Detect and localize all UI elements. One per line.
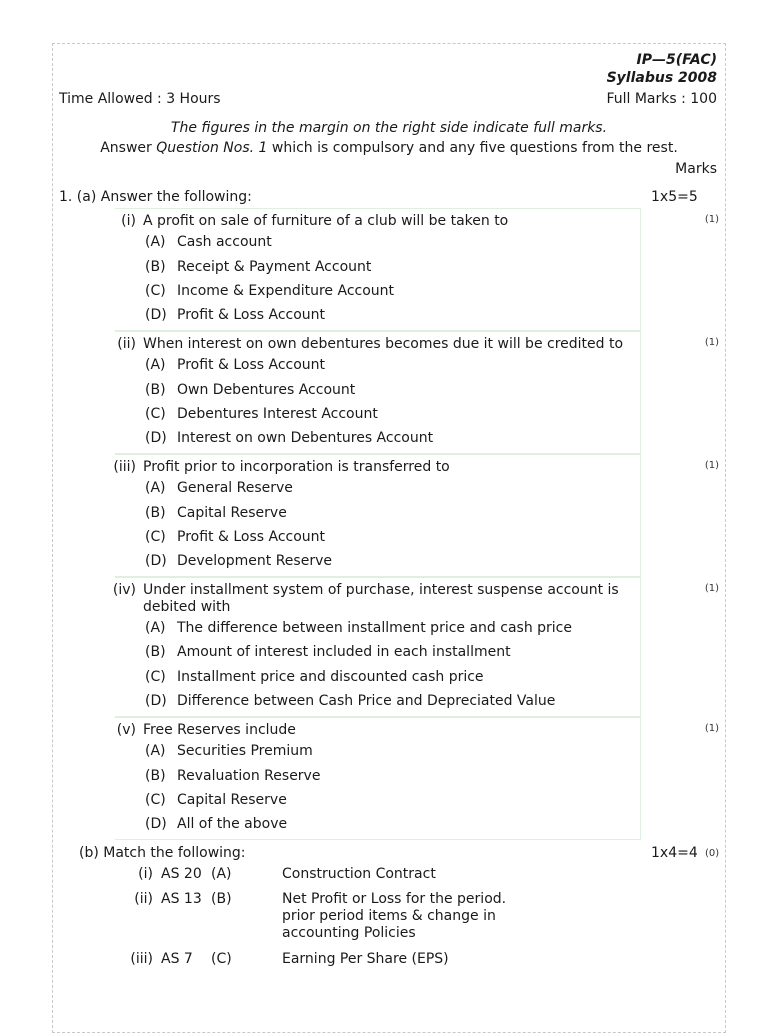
option-label: (B) — [145, 768, 166, 784]
option-text: Income & Expenditure Account — [177, 283, 395, 299]
question-1b-heading: (b) Match the following: — [79, 845, 246, 861]
option-text: General Reserve — [177, 480, 293, 496]
match-number: (ii) — [134, 891, 153, 907]
option — [145, 620, 572, 637]
option — [145, 529, 325, 546]
option-label: (B) — [145, 382, 166, 398]
match-letter: (B) — [211, 891, 232, 907]
option-label: (C) — [145, 283, 166, 299]
option — [145, 644, 511, 661]
option-text: Development Reserve — [177, 553, 332, 569]
option-text: Revaluation Reserve — [177, 768, 321, 784]
match-number: (iii) — [130, 951, 153, 967]
item-marks: (1) — [704, 337, 719, 348]
option — [145, 406, 378, 423]
item-marks: (1) — [704, 214, 719, 225]
paper-code: IP—5(FAC) — [636, 52, 717, 68]
option-label: (A) — [145, 743, 166, 759]
match-letter: (A) — [211, 866, 232, 882]
option-label: (A) — [145, 620, 166, 636]
item-marks: (1) — [704, 583, 719, 594]
option — [145, 768, 320, 785]
question-1a-heading: 1. (a) Answer the following: — [59, 189, 252, 205]
question-1b-marks-small: (0) — [705, 848, 720, 859]
item-stem: A profit on sale of furniture of a club will be taken to — [143, 213, 509, 229]
option-text: Difference between Cash Price and Depreciated Value — [177, 693, 556, 709]
option-text: Profit & Loss Account — [177, 307, 326, 323]
match-letter: (C) — [211, 951, 232, 967]
option-label: (A) — [145, 357, 166, 373]
question-paper-page — [52, 43, 726, 1033]
question-1a-marks: 1x5=5 — [651, 189, 698, 205]
option-label: (D) — [145, 430, 167, 446]
option-label: (A) — [145, 234, 166, 250]
mcq-item — [115, 717, 641, 840]
option-label: (D) — [145, 816, 167, 832]
option-text: Debentures Interest Account — [177, 406, 378, 422]
match-description: Net Profit or Loss for the period. prior period items & change in accounting Policies — [282, 891, 507, 941]
option — [145, 743, 313, 760]
match-number: (i) — [138, 866, 153, 882]
item-number: (iv) — [112, 582, 136, 598]
item-number: (iii) — [113, 459, 136, 475]
instruction-text: Answer — [100, 140, 157, 156]
item-marks: (1) — [704, 460, 719, 471]
option-text: Own Debentures Account — [177, 382, 356, 398]
option — [145, 430, 433, 447]
option — [145, 283, 394, 300]
full-marks: Full Marks : 100 — [606, 91, 717, 107]
option-label: (C) — [145, 406, 166, 422]
option — [145, 693, 555, 710]
option-label: (A) — [145, 480, 166, 496]
option-label: (C) — [145, 792, 166, 808]
mcq-item — [115, 454, 641, 577]
option-text: Capital Reserve — [177, 505, 287, 521]
item-stem: Under installment system of purchase, interest suspense account is debited with — [143, 582, 619, 615]
time-allowed: Time Allowed : 3 Hours — [59, 91, 221, 107]
option — [145, 792, 287, 809]
option-text: Cash account — [177, 234, 272, 250]
option-label: (C) — [145, 669, 166, 685]
item-marks: (1) — [704, 723, 719, 734]
item-stem: Free Reserves include — [143, 722, 296, 738]
option — [145, 505, 287, 522]
option — [145, 259, 371, 276]
option-text: All of the above — [177, 816, 288, 832]
option-text: Profit & Loss Account — [177, 357, 326, 373]
option-label: (D) — [145, 307, 167, 323]
option-text: Capital Reserve — [177, 792, 287, 808]
option — [145, 669, 484, 686]
question-1b-marks: 1x4=4 — [651, 845, 698, 861]
match-standard: AS 20 — [161, 866, 202, 882]
mcq-item — [115, 331, 641, 454]
option-text: The difference between installment price and cash price — [177, 620, 572, 636]
option-label: (B) — [145, 259, 166, 275]
instruction-emphasis: Question Nos. 1 — [156, 140, 268, 156]
match-standard: AS 7 — [161, 951, 193, 967]
instruction-answer-note — [53, 140, 725, 157]
option-label: (C) — [145, 529, 166, 545]
option-label: (B) — [145, 644, 166, 660]
match-description: Construction Contract — [282, 866, 436, 882]
instruction-text: which is compulsory and any five questions from the rest. — [267, 140, 678, 156]
option — [145, 357, 325, 374]
option-text: Profit & Loss Account — [177, 529, 326, 545]
option-label: (B) — [145, 505, 166, 521]
item-number: (ii) — [117, 336, 136, 352]
item-stem: When interest on own debentures becomes due it will be credited to — [143, 336, 624, 352]
option-label: (D) — [145, 693, 167, 709]
option — [145, 816, 287, 833]
item-stem: Profit prior to incorporation is transferred to — [143, 459, 450, 475]
mcq-item — [115, 208, 641, 331]
option-text: Installment price and discounted cash price — [177, 669, 484, 685]
item-number: (v) — [116, 722, 136, 738]
match-description: Earning Per Share (EPS) — [282, 951, 449, 967]
option-text: Amount of interest included in each installment — [177, 644, 511, 660]
match-standard: AS 13 — [161, 891, 202, 907]
marks-column-heading: Marks — [675, 161, 717, 177]
option-text: Interest on own Debentures Account — [177, 430, 434, 446]
item-number: (i) — [121, 213, 136, 229]
option — [145, 234, 272, 251]
option — [145, 480, 293, 497]
instruction-marks-note: The figures in the margin on the right side indicate full marks. — [170, 120, 608, 136]
option — [145, 553, 332, 570]
syllabus-year: Syllabus 2008 — [606, 70, 717, 86]
mcq-item — [112, 577, 641, 717]
option-label: (D) — [145, 553, 167, 569]
option — [145, 382, 355, 399]
option-text: Receipt & Payment Account — [177, 259, 372, 275]
option-text: Securities Premium — [177, 743, 313, 759]
option — [145, 307, 325, 324]
